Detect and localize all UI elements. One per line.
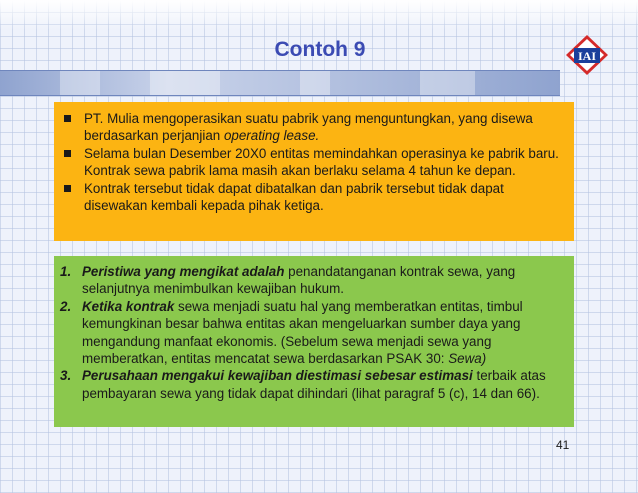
analysis-list bbox=[54, 256, 574, 402]
slide-title: Contoh 9 bbox=[274, 38, 366, 61]
item-text: penandatanganan kontrak sewa, yang selanjutnya menimbulkan kewajiban hukum. bbox=[82, 264, 516, 297]
item-heading: Perusahaan mengakui kewajiban diestimasi sebesar estimasi bbox=[82, 368, 473, 384]
item-number: 2. bbox=[60, 298, 72, 314]
item-number: 3. bbox=[60, 368, 72, 384]
list-item bbox=[84, 145, 564, 180]
analysis-box bbox=[54, 256, 574, 427]
list-item bbox=[84, 180, 564, 215]
item-text: terbaik atas pembayaran sewa yang tidak dapat dihindari (lihat paragraf 5 (c), 14 dan 66). bbox=[82, 368, 546, 401]
page-number: 41 bbox=[556, 438, 570, 452]
item-heading: Peristiwa yang mengikat adalah bbox=[82, 264, 285, 279]
header-stripe bbox=[60, 71, 100, 95]
facts-list bbox=[54, 102, 574, 214]
bullet-text: Selama bulan Desember 20X0 entitas memindahkan operasinya ke pabrik baru. Kontrak sewa pabrik lama masih akan berlaku selama 4 tahun ke depan. bbox=[84, 145, 559, 179]
bullet-text: PT. Mulia mengoperasikan suatu pabrik yang menguntungkan, yang disewa berdasarkan perjanjian bbox=[84, 111, 533, 144]
item-text-italic: Sewa) bbox=[448, 351, 487, 367]
header-stripe bbox=[150, 71, 220, 95]
bullet-text-italic: operating lease. bbox=[223, 128, 320, 144]
item-heading: Ketika kontrak bbox=[82, 298, 175, 314]
header-stripe bbox=[300, 71, 330, 95]
square-bullet-icon bbox=[64, 115, 71, 122]
bullet-text: Kontrak tersebut tidak dapat dibatalkan dan pabrik tersebut tidak dapat disewakan kembali kepada pihak ketiga. bbox=[84, 180, 504, 214]
square-bullet-icon bbox=[64, 185, 71, 192]
list-item bbox=[60, 263, 564, 298]
facts-box bbox=[54, 102, 574, 241]
item-text: sewa menjadi suatu hal yang memberatkan entitas, timbul kemungkinan besar bahwa entitas akan mengeluarkan sumber daya yang mengandung manfaat ekonomis. (Sebelum sewa menjadi sewa yang memberatkan, entitas mencatat sewa berdasarkan PSAK 30: bbox=[82, 298, 523, 367]
logo-text: IAI bbox=[577, 49, 597, 63]
header-stripe bbox=[420, 71, 475, 95]
iai-logo-icon bbox=[565, 34, 609, 76]
item-number: 1. bbox=[60, 264, 72, 279]
list-item bbox=[60, 298, 564, 368]
list-item bbox=[84, 110, 564, 145]
header-bar bbox=[0, 70, 560, 96]
square-bullet-icon bbox=[64, 150, 71, 157]
list-item bbox=[60, 367, 564, 402]
